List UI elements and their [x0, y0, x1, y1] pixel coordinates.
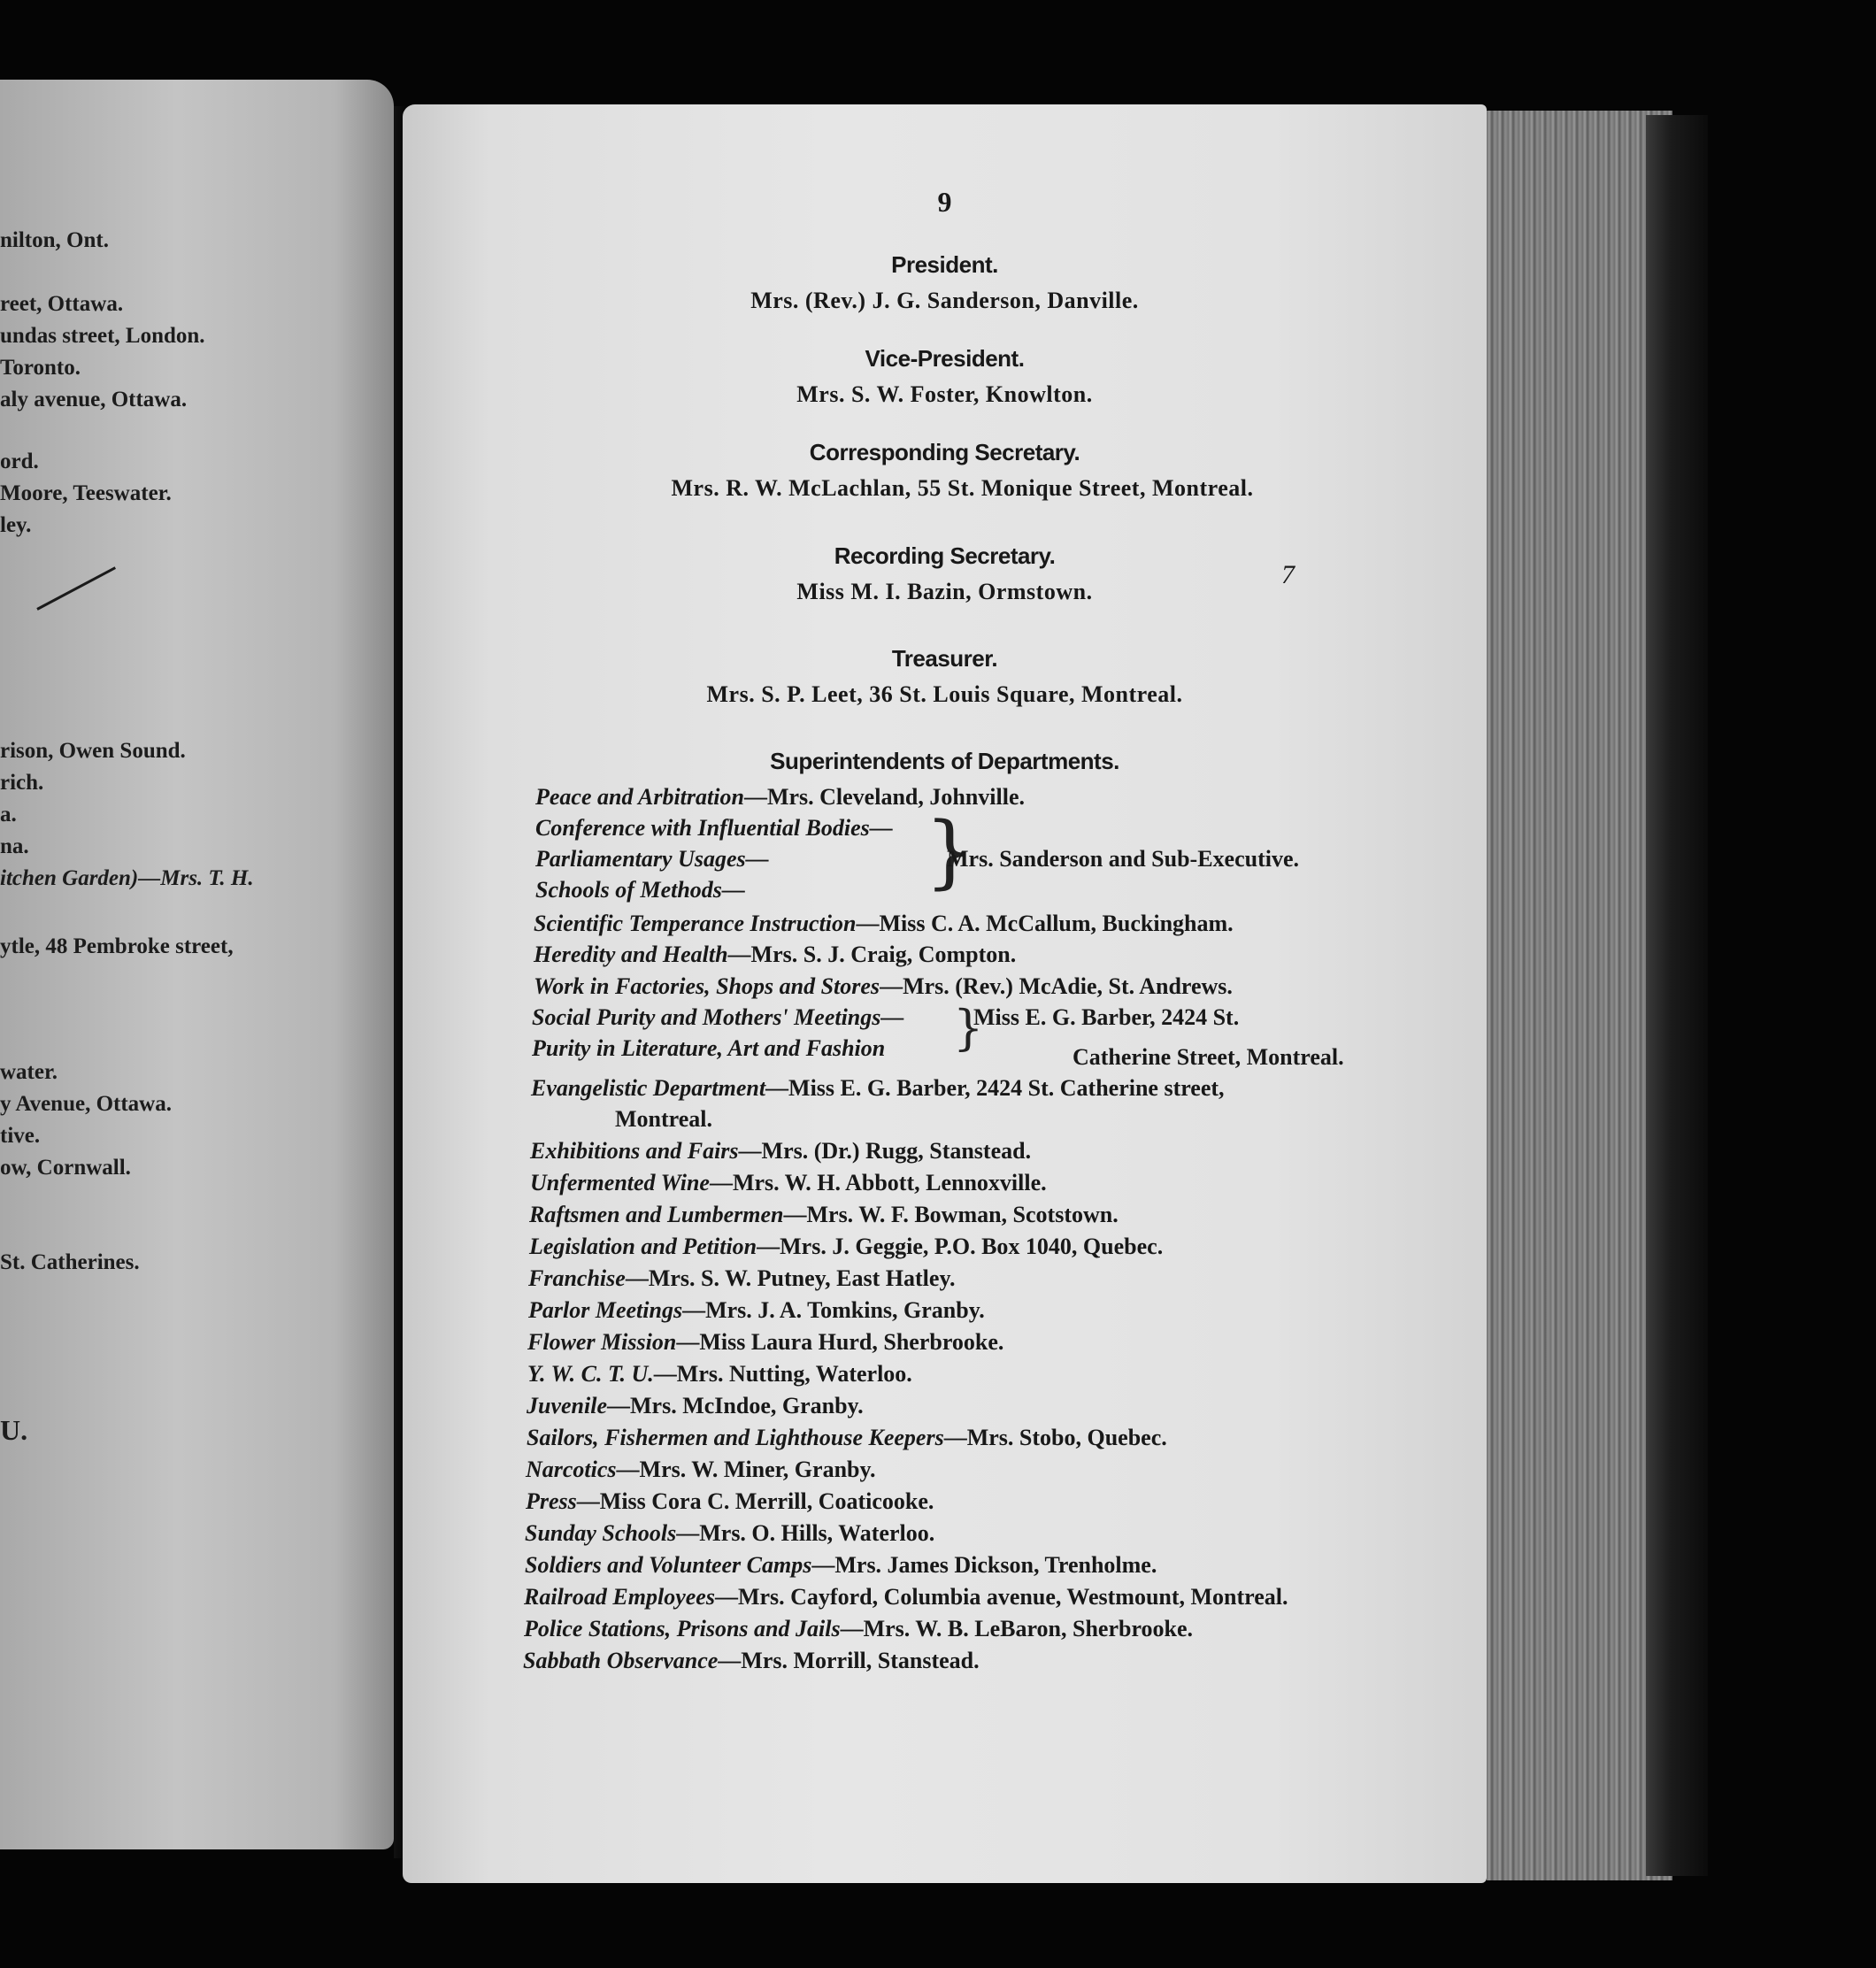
- department-entry: [534, 973, 1233, 1000]
- superintendent-name: Miss E. G. Barber, 2424 St.: [973, 1004, 1240, 1030]
- department-name: Unfermented Wine: [530, 1170, 710, 1195]
- department-entry: [534, 911, 1234, 937]
- officer-name: Miss M. I. Bazin, Ormstown.: [796, 579, 1093, 604]
- department-entry: [527, 1425, 1167, 1451]
- grouping-brace: }: [953, 1000, 984, 1056]
- superintendent-name: —Mrs. Cayford, Columbia avenue, Westmount, Montreal.: [714, 1584, 1288, 1610]
- department-entry: [527, 1329, 1003, 1356]
- department-entry: [525, 1520, 934, 1547]
- officer-name: Mrs. R. W. McLachlan, 55 St. Monique Street, Montreal.: [671, 475, 1254, 501]
- department-name: Sunday Schools: [525, 1520, 677, 1546]
- department-entry: [530, 1138, 1031, 1165]
- officer-name: Mrs. S. P. Leet, 36 St. Louis Square, Montreal.: [706, 681, 1183, 707]
- superintendent-name: Montreal.: [615, 1106, 712, 1132]
- department-entry: [527, 1393, 864, 1419]
- department-entry: [525, 1552, 1157, 1579]
- main-page: [403, 104, 1487, 1883]
- officer-name: Mrs. S. W. Foster, Knowlton.: [796, 381, 1093, 407]
- superintendent-name: —Miss Cora C. Merrill, Coaticooke.: [576, 1488, 934, 1514]
- department-name: Parliamentary Usages—: [535, 846, 769, 872]
- group-superintendent: [947, 846, 1299, 873]
- superintendent-name: —Mrs. W. Miner, Granby.: [616, 1457, 876, 1482]
- officer-title: Vice-President.: [865, 345, 1025, 372]
- superintendent-name: —Mrs. O. Hills, Waterloo.: [676, 1520, 935, 1546]
- officer-title: Treasurer.: [891, 645, 998, 672]
- left-line: St. Catherines.: [0, 1250, 140, 1274]
- officer-title: President.: [891, 251, 998, 278]
- group-superintendent: [973, 1004, 1239, 1031]
- left-line: a.: [0, 803, 17, 826]
- department-name: Evangelistic Department: [531, 1075, 766, 1101]
- department-name: Soldiers and Volunteer Camps: [525, 1552, 812, 1578]
- department-name: Narcotics: [526, 1457, 617, 1482]
- superintendent-name: —Miss E. G. Barber, 2424 St. Catherine street,: [765, 1075, 1225, 1101]
- officer-name: Mrs. (Rev.) J. G. Sanderson, Danville.: [750, 288, 1139, 313]
- superintendent-name: —Mrs. S. W. Putney, East Hatley.: [625, 1265, 956, 1291]
- department-entry: [535, 846, 769, 873]
- left-line: Moore, Teeswater.: [0, 481, 172, 505]
- left-line: undas street, London.: [0, 324, 205, 348]
- superintendent-name: —Mrs. Stobo, Quebec.: [943, 1425, 1167, 1450]
- department-entry: [528, 1297, 985, 1324]
- left-line: na.: [0, 834, 29, 858]
- department-name: Legislation and Petition: [529, 1234, 757, 1259]
- department-name: Parlor Meetings: [528, 1297, 683, 1323]
- superintendent-name: —Mrs. (Dr.) Rugg, Stanstead.: [738, 1138, 1032, 1164]
- left-line: ord.: [0, 450, 39, 473]
- superintendent-name: —Mrs. W. H. Abbott, Lennoxville.: [709, 1170, 1047, 1195]
- department-name: Railroad Employees: [524, 1584, 715, 1610]
- department-entry: [535, 815, 893, 842]
- superintendent-name: —Miss Laura Hurd, Sherbrooke.: [676, 1329, 1004, 1355]
- department-name: Franchise: [528, 1265, 626, 1291]
- department-name: Juvenile: [527, 1393, 607, 1418]
- left-line: water.: [0, 1060, 58, 1084]
- department-entry: [530, 1170, 1047, 1196]
- left-line: U.: [0, 1414, 28, 1446]
- superintendents-heading: Superintendents of Departments.: [770, 748, 1119, 774]
- department-name: Police Stations, Prisons and Jails: [524, 1616, 841, 1641]
- superintendent-name: —Miss C. A. McCallum, Buckingham.: [856, 911, 1234, 936]
- department-entry: [526, 1488, 934, 1515]
- left-line: Toronto.: [0, 356, 81, 380]
- department-name: Work in Factories, Shops and Stores: [534, 973, 880, 999]
- department-entry: [531, 1075, 1225, 1102]
- department-name: Peace and Arbitration: [535, 784, 744, 810]
- superintendent-name: —Mrs. (Rev.) McAdie, St. Andrews.: [880, 973, 1233, 999]
- department-name: Sabbath Observance: [523, 1648, 719, 1673]
- left-line: tive.: [0, 1124, 41, 1148]
- officer-title: Corresponding Secretary.: [809, 439, 1080, 465]
- department-entry: [524, 1616, 1193, 1642]
- left-facing-page: [0, 80, 394, 1849]
- department-entry: [532, 1035, 885, 1062]
- department-entry: [524, 1584, 1288, 1611]
- superintendent-name: —Mrs. J. A. Tomkins, Granby.: [682, 1297, 985, 1323]
- department-name: Social Purity and Mothers' Meetings—: [532, 1004, 904, 1030]
- superintendent-name: Catherine Street, Montreal.: [1073, 1044, 1344, 1070]
- left-line: ley.: [0, 513, 32, 537]
- department-name: Scientific Temperance Instruction: [534, 911, 857, 936]
- department-name: Exhibitions and Fairs: [530, 1138, 739, 1164]
- department-name: Flower Mission: [527, 1329, 677, 1355]
- department-name: Purity in Literature, Art and Fashion: [532, 1035, 886, 1061]
- superintendent-name: —Mrs. Cleveland, Johnville.: [743, 784, 1025, 810]
- department-name: Sailors, Fishermen and Lighthouse Keepers: [527, 1425, 944, 1450]
- superintendent-name: —Mrs. Nutting, Waterloo.: [653, 1361, 912, 1387]
- superintendent-name: —Mrs. J. Geggie, P.O. Box 1040, Quebec.: [757, 1234, 1164, 1259]
- page-edges: [1487, 111, 1672, 1880]
- department-entry: [526, 1457, 876, 1483]
- department-entry: [535, 877, 745, 903]
- officer-title: Recording Secretary.: [834, 542, 1056, 569]
- department-entry: [534, 942, 1016, 968]
- superintendent-name: —Mrs. W. F. Bowman, Scotstown.: [783, 1202, 1119, 1227]
- department-entry: [527, 1361, 912, 1388]
- department-entry: [528, 1265, 956, 1292]
- left-line: nilton, Ont.: [0, 228, 109, 252]
- left-line: reet, Ottawa.: [0, 292, 124, 316]
- department-name: Y. W. C. T. U.: [527, 1361, 654, 1387]
- superintendent-name: —Mrs. W. B. LeBaron, Sherbrooke.: [840, 1616, 1194, 1641]
- superintendent-name: Mrs. Sanderson and Sub-Executive.: [947, 846, 1299, 872]
- book-cover-edge: [1646, 115, 1708, 1876]
- group-superintendent: [1073, 1044, 1344, 1071]
- left-line: itchen Garden)—Mrs. T. H.: [0, 866, 254, 890]
- department-entry: [529, 1202, 1119, 1228]
- left-line: ytle, 48 Pembroke street,: [0, 934, 234, 958]
- page-number: 9: [937, 186, 952, 218]
- department-name: Heredity and Health: [534, 942, 728, 967]
- ink-stroke-mark: [36, 566, 116, 611]
- department-entry: [532, 1004, 903, 1031]
- department-entry: [523, 1648, 980, 1674]
- department-name: Conference with Influential Bodies—: [535, 815, 893, 841]
- left-line: rich.: [0, 771, 44, 795]
- department-name: Press: [526, 1488, 577, 1514]
- entry-continuation: [615, 1106, 712, 1133]
- left-line: aly avenue, Ottawa.: [0, 388, 188, 411]
- department-name: Schools of Methods—: [535, 877, 745, 903]
- left-line: ow, Cornwall.: [0, 1156, 131, 1180]
- left-line: rison, Owen Sound.: [0, 739, 186, 763]
- department-entry: [529, 1234, 1163, 1260]
- superintendent-name: —Mrs. Morrill, Stanstead.: [718, 1648, 980, 1673]
- superintendent-name: —Mrs. McIndoe, Granby.: [607, 1393, 864, 1418]
- superintendent-name: —Mrs. James Dickson, Trenholme.: [811, 1552, 1157, 1578]
- grouping-brace: }: [925, 805, 976, 898]
- left-line: y Avenue, Ottawa.: [0, 1092, 172, 1116]
- department-name: Raftsmen and Lumbermen: [529, 1202, 784, 1227]
- superintendent-name: —Mrs. S. J. Craig, Compton.: [727, 942, 1017, 967]
- margin-mark: 7: [1281, 560, 1295, 589]
